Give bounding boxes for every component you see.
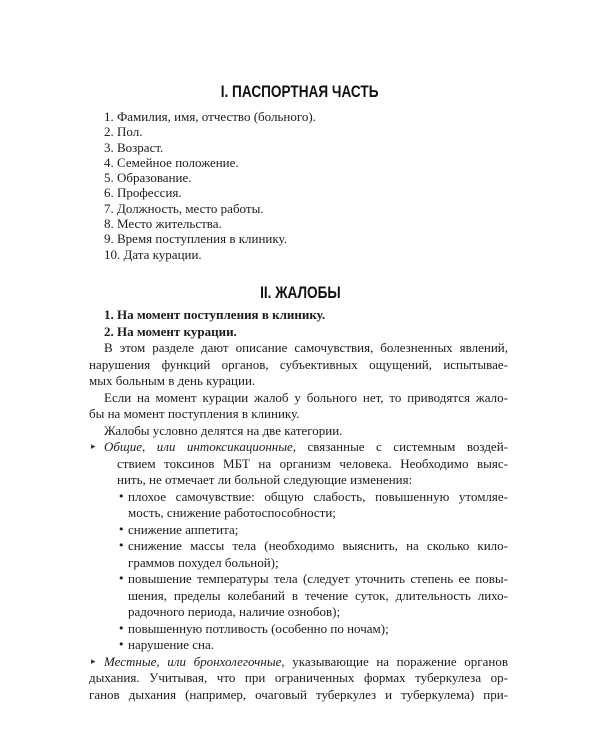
symptom-list-item — [89, 621, 508, 638]
symptom-continuation: мость, снижение работоспособности; — [128, 505, 336, 520]
symptom-continuation: шения, пределы колебаний в течение суток, длительность лихо- — [128, 587, 508, 603]
symptom-continuation: радочного периода, наличие ознобов); — [128, 604, 341, 619]
general-category-line — [89, 439, 508, 456]
intro-paragraph-line: нарушения функций органов, субъективных ощущений, испытывае- — [89, 356, 508, 372]
triangle-bullet-icon: ▸ — [91, 656, 96, 667]
symptom-list-item — [89, 522, 508, 539]
local-category-term: Местные, или бронхолегочные, — [104, 653, 285, 669]
general-category-term: Общие, или интоксикационные, — [104, 439, 297, 454]
passport-item: 9. Время поступления в клинику. — [104, 231, 287, 247]
triangle-bullet-icon: ▸ — [91, 442, 96, 452]
complaint-moment-item: 2. На момент курации. — [104, 323, 237, 339]
passport-item: 8. Место жительства. — [104, 216, 222, 232]
intro-paragraph-line: В этом разделе дают описание самочувствия, болезненных явлений, — [104, 340, 508, 355]
symptom-text: плохое самочувствие: общую слабость, повышенную утомляе- — [128, 488, 508, 504]
passport-item: 10. Дата курации. — [104, 246, 202, 262]
local-category-line — [89, 654, 508, 671]
symptom-continuation: граммов похудел больной); — [128, 554, 279, 570]
complaints-body — [89, 307, 508, 703]
passport-item: 3. Возраст. — [104, 139, 164, 155]
local-category-text: указывающие на поражение органов — [284, 653, 508, 669]
general-category-line: ствием токсинов МБТ на организм человека. Необходимо выяс- — [117, 455, 508, 471]
section-heading-passport — [0, 82, 600, 102]
categories-paragraph-line: Жалобы условно делятся на две категории. — [104, 422, 343, 438]
local-category-line: ганов дыхания (например, очаговый туберкулез и туберкулема) при- — [89, 686, 508, 702]
symptom-list-item — [89, 571, 508, 588]
passport-heading-text: I. ПАСПОРТНАЯ ЧАСТЬ — [221, 82, 379, 101]
symptom-text: повышенную потливость (особенно по ночам); — [128, 620, 389, 636]
symptom-text: нарушение сна. — [128, 637, 215, 652]
passport-item: 7. Должность, место работы. — [104, 200, 264, 216]
symptom-list-item — [89, 538, 508, 555]
bullet-icon: • — [118, 489, 125, 503]
symptom-text: повышение температуры тела (следует уточнить степень ее повы- — [128, 571, 508, 586]
section-heading-complaints — [0, 283, 600, 303]
passport-item: 6. Профессия. — [104, 185, 182, 201]
general-category-line: нить, не отмечает ли больной следующие изменения: — [117, 472, 413, 487]
bullet-icon: • — [118, 539, 125, 552]
symptom-text: снижение аппетита; — [128, 521, 239, 537]
intro-paragraph-line: мых больным в день курации. — [89, 373, 256, 388]
bullet-icon: • — [118, 572, 125, 585]
symptom-list-item — [89, 489, 508, 506]
fallback-paragraph-line: бы на момент поступления в клинику. — [89, 406, 300, 421]
fallback-paragraph-line: Если на момент курации жалоб у больного нет, то приводятся жало- — [104, 389, 508, 405]
general-category-text: связанные с системным воздей- — [296, 439, 508, 454]
passport-item: 2. Пол. — [104, 124, 143, 140]
passport-items-list — [104, 109, 504, 262]
symptom-text: снижение массы тела (необходимо выяснить, на сколько кило- — [128, 538, 508, 553]
complaints-heading-text: II. ЖАЛОБЫ — [259, 283, 341, 302]
passport-item: 5. Образование. — [104, 170, 192, 186]
complaint-moment-item: 1. На момент поступления в клинику. — [104, 307, 326, 322]
passport-item: 4. Семейное положение. — [104, 154, 239, 170]
local-category-line: дыхания. Учитывая, что при ограниченных формах туберкулеза ор- — [89, 670, 508, 685]
bullet-icon: • — [118, 522, 125, 536]
bullet-icon: • — [118, 621, 125, 635]
passport-item: 1. Фамилия, имя, отчество (больного). — [104, 109, 316, 124]
bullet-icon: • — [118, 638, 125, 651]
symptom-list-item — [89, 637, 508, 654]
